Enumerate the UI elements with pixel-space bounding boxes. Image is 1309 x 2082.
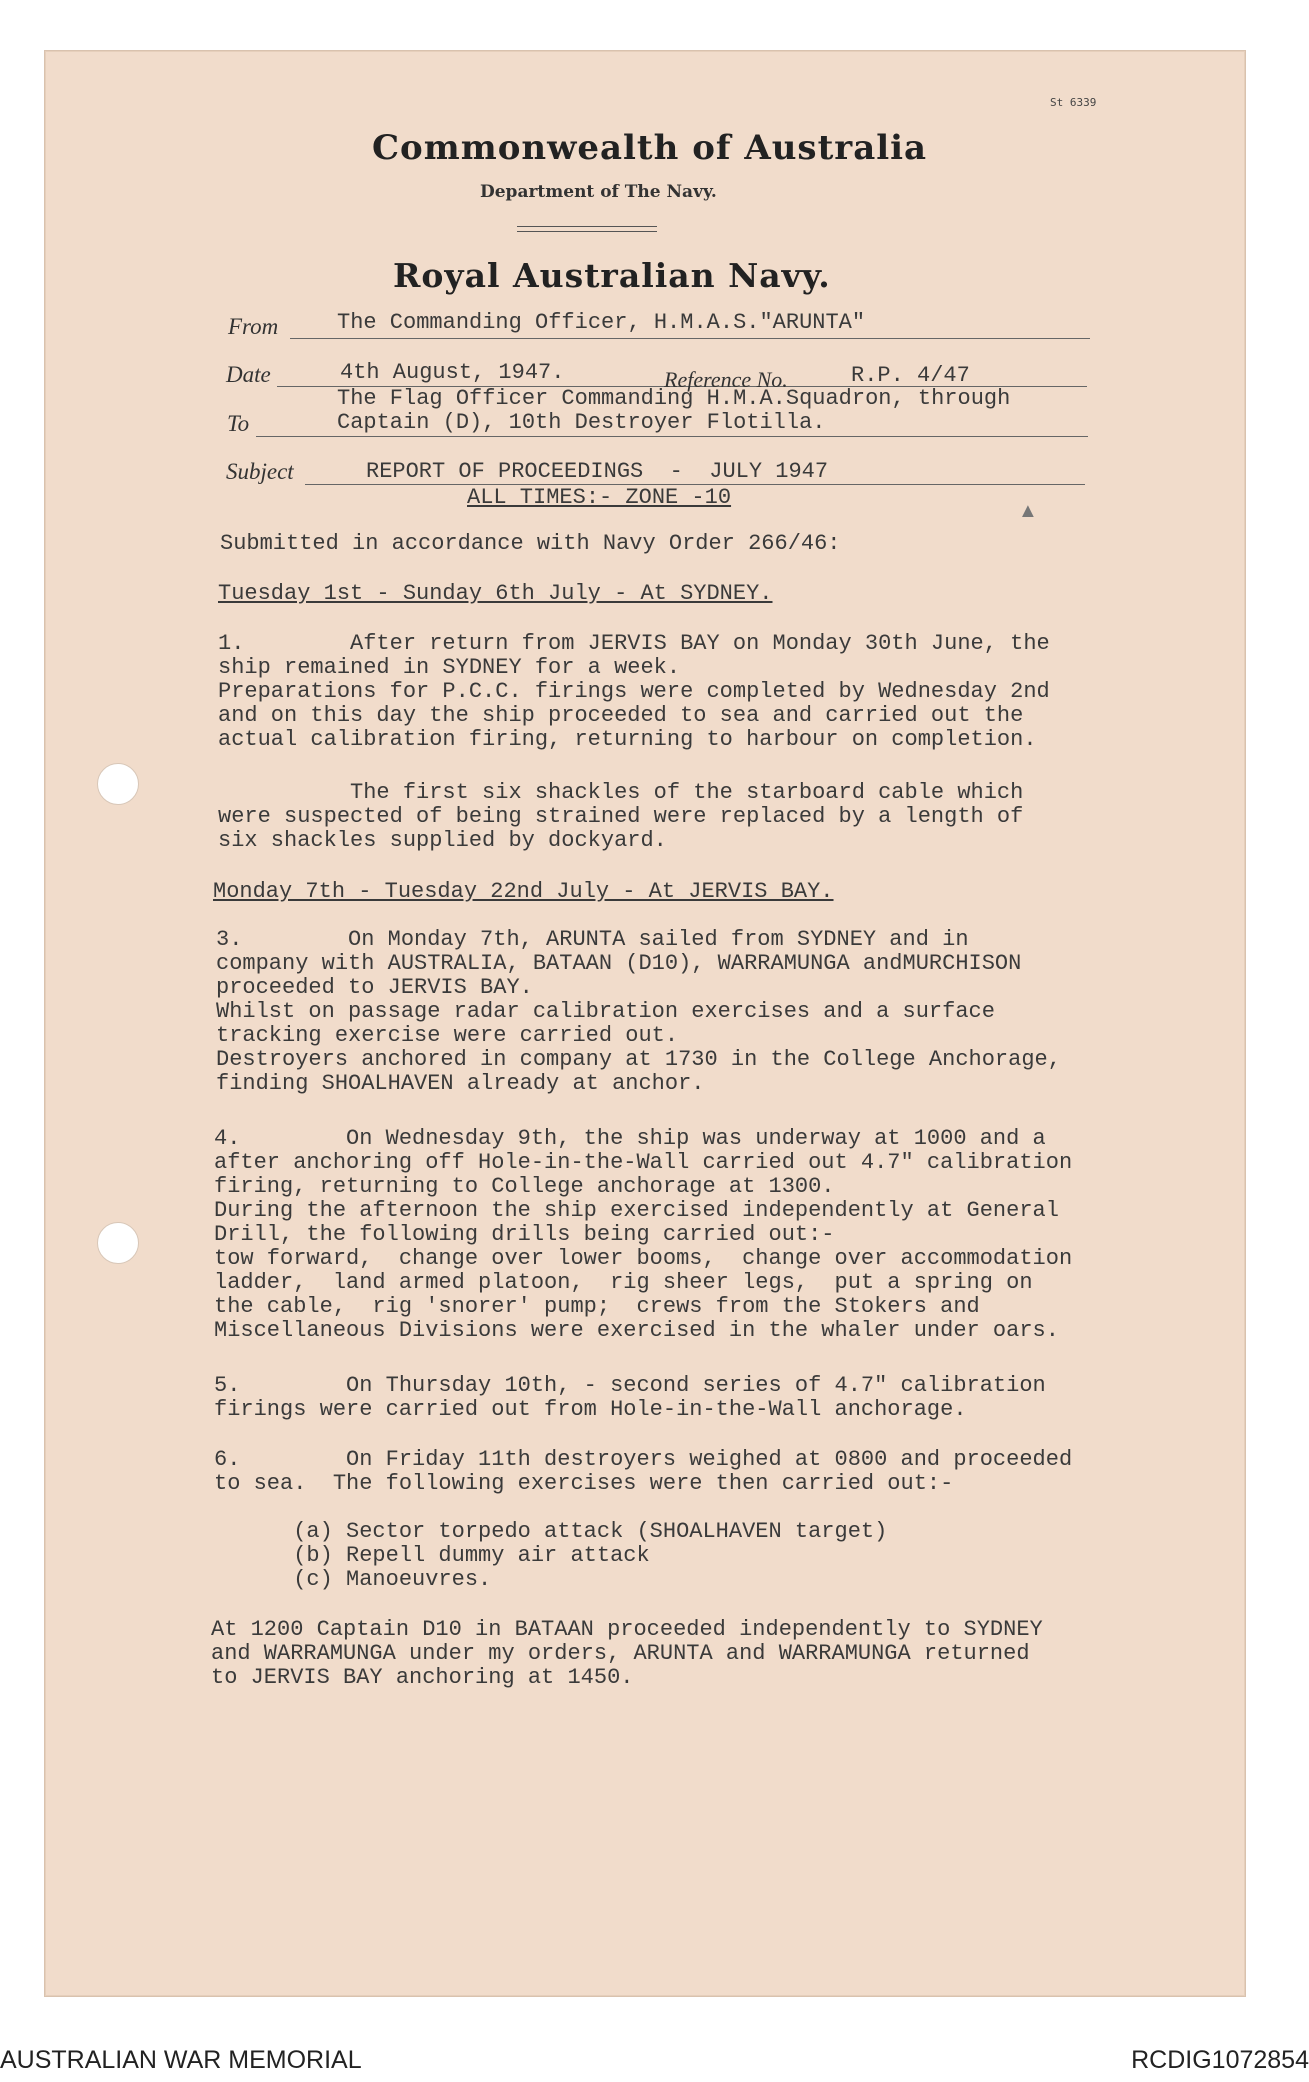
footer-left: AUSTRALIAN WAR MEMORIAL [0,2046,362,2074]
punch-hole-top [97,763,139,805]
intro-text: Submitted in accordance with Navy Order 266/46: [220,531,841,556]
exercise-list: (a) Sector torpedo attack (SHOALHAVEN target) (b) Repell dummy air attack (c) Manoeuvres. [293,1519,888,1592]
date-label: Date [226,362,271,387]
section-heading-1: Tuesday 1st - Sunday 6th July - At SYDNEY. [218,581,773,606]
paragraph-4: 4. On Wednesday 9th, the ship was underway at 1000 and a after anchoring off Hole-in-the-Wall carried out 4.7" calibration firing, returning to College anchorage at 1300. During the afternoon the ship exercised independently at General Drill, the following drills being carried out:- tow forward, change over lower booms, change over accommodation ladder, land armed platoon, rig sheer legs, put a spring on the cable, rig 'snorer' pump; crews from the Stokers and Miscellaneous Divisions were exercised in the whaler under oars. [214,1126,1073,1343]
form-number: St 6339 [1050,96,1097,109]
to-line-2: Captain (D), 10th Destroyer Flotilla. [337,410,826,435]
ink-mark: ▲ [1018,500,1038,522]
paragraph-3: 3. On Monday 7th, ARUNTA sailed from SYDNEY and in company with AUSTRALIA, BATAAN (D10), WARRAMUNGA andMURCHISON proceeded to JERVIS BAY. Whilst on passage radar calibration exercises and a surface tracking exercise were carried out. Destroyers anchored in company at 1730 in the College Anchorage, finding SHOALHAVEN already at anchor. [216,927,1061,1096]
letterhead-department: Department of The Navy. [480,182,717,202]
reference-label: Reference No. [664,367,788,392]
from-label: From [228,314,279,339]
paragraph-1: 1. After return from JERVIS BAY on Monday 30th June, the ship remained in SYDNEY for a week. Preparations for P.C.C. firings were completed by Wednesday 2nd and on this day the ship proceeded to sea and carried out the actual calibration firing, returning to harbour on completion. [218,631,1050,752]
date-value: 4th August, 1947. [340,360,565,385]
subject-line-1: REPORT OF PROCEEDINGS - JULY 1947 [366,459,829,484]
to-line-1: The Flag Officer Commanding H.M.A.Squadron, through [337,386,1011,411]
letterhead-service: Royal Australian Navy. [393,256,831,295]
section-heading-2: Monday 7th - Tuesday 22nd July - At JERVIS BAY. [213,879,834,904]
to-line [256,436,1088,437]
letterhead-title: Commonwealth of Australia [372,128,928,168]
paragraph-2: The first six shackles of the starboard cable which were suspected of being strained were replaced by a length of six shackles supplied by dockyard. [218,780,1024,853]
footer-right: RCDIG1072854 [1131,2046,1309,2074]
paragraph-5: 5. On Thursday 10th, - second series of 4.7" calibration firings were carried out from Hole-in-the-Wall anchorage. [214,1373,1046,1422]
paragraph-6: 6. On Friday 11th destroyers weighed at 0800 and proceeded to sea. The following exercises were then carried out:- [214,1447,1073,1496]
subject-line-2: ALL TIMES:- ZONE -10 [467,485,732,510]
reference-value: R.P. 4/47 [851,363,970,388]
letterhead-divider [517,226,657,232]
punch-hole-bottom [97,1222,139,1264]
from-value: The Commanding Officer, H.M.A.S."ARUNTA" [337,310,866,335]
paragraph-7: At 1200 Captain D10 in BATAAN proceeded independently to SYDNEY and WARRAMUNGA under my orders, ARUNTA and WARRAMUNGA returned to JERVIS BAY anchoring at 1450. [211,1617,1043,1690]
to-label: To [227,411,250,436]
from-line [290,338,1090,339]
subject-label: Subject [226,459,294,484]
